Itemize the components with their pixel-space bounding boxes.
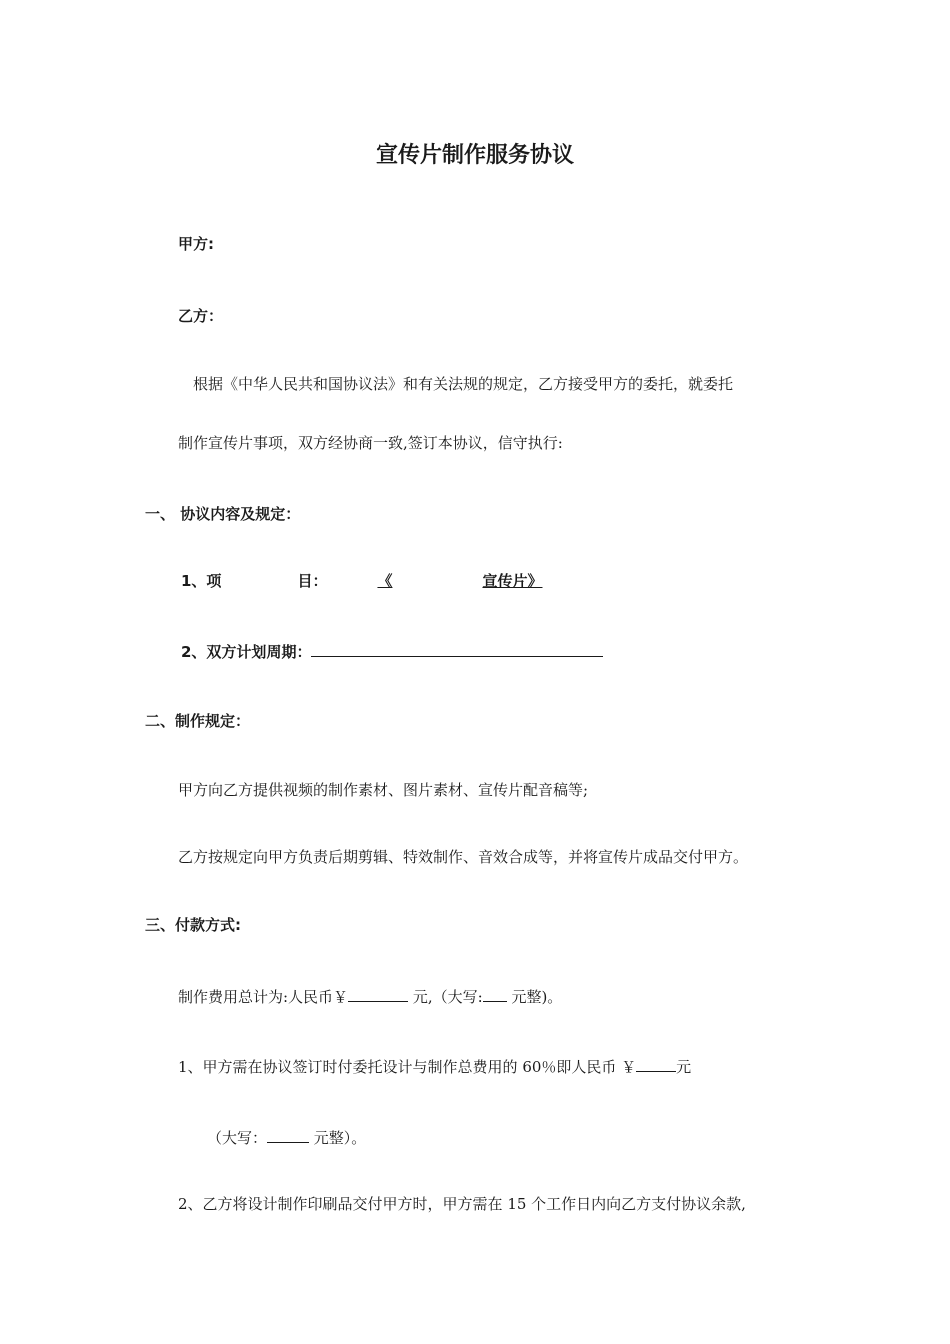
- party-b-label: 乙方：: [178, 307, 224, 325]
- total-fee-end: 元整)。: [511, 988, 563, 1006]
- plan-period-line: [181, 641, 603, 662]
- total-fee-blank: [348, 986, 408, 1002]
- project-label-part-b: 目：: [297, 572, 328, 590]
- payment-item-1: [178, 1056, 691, 1077]
- section-2-para-1: 甲方向乙方提供视频的制作素材、图片素材、宣传片配音稿等;: [178, 781, 589, 799]
- project-label-part-a: 1、项: [181, 572, 222, 590]
- party-a-label: 甲方:: [178, 235, 214, 253]
- total-fee-label: 制作费用总计为:人民币￥: [178, 988, 349, 1006]
- payment-item-1-unit: 元: [676, 1058, 692, 1076]
- total-fee-line: [178, 986, 562, 1007]
- section-2-para-2: 乙方按规定向甲方负责后期剪辑、特效制作、音效合成等，并将宣传片成品交付甲方。: [178, 848, 749, 866]
- page-title: 宣传片制作服务协议: [375, 143, 574, 168]
- payment-item-1-continued: [207, 1127, 366, 1148]
- intro-paragraph-line-1: 根据《中华人民共和国协议法》和有关法规的规定，乙方接受甲方的委托，就委托: [193, 375, 734, 393]
- section-2-heading: 二、制作规定：: [145, 712, 251, 730]
- project-value: 《 宣传片》: [377, 572, 543, 590]
- payment-item-1-text: 1、甲方需在协议签订时付委托设计与制作总费用的 60％即人民币 ￥: [178, 1058, 637, 1076]
- total-fee-capital-label: 元,（大写:: [412, 988, 483, 1006]
- plan-period-blank: [311, 641, 603, 657]
- payment-item-2: 2、乙方将设计制作印刷品交付甲方时，甲方需在 15 个工作日内向乙方支付协议余款,: [178, 1195, 746, 1213]
- project-label: [181, 571, 598, 591]
- payment-item-1-capital-label: （大写：: [207, 1129, 268, 1147]
- section-1-heading: 一、 协议内容及规定：: [145, 505, 301, 523]
- payment-item-1-capital-end: 元整）。: [313, 1129, 367, 1147]
- plan-period-label: 2、双方计划周期：: [181, 643, 312, 661]
- payment-item-1-blank: [636, 1056, 676, 1072]
- total-fee-capital-blank: [483, 986, 507, 1002]
- payment-item-1-capital-blank: [267, 1127, 309, 1143]
- intro-paragraph-line-2: 制作宣传片事项，双方经协商一致,签订本协议，信守执行:: [178, 434, 563, 452]
- section-3-heading: 三、付款方式:: [145, 916, 241, 934]
